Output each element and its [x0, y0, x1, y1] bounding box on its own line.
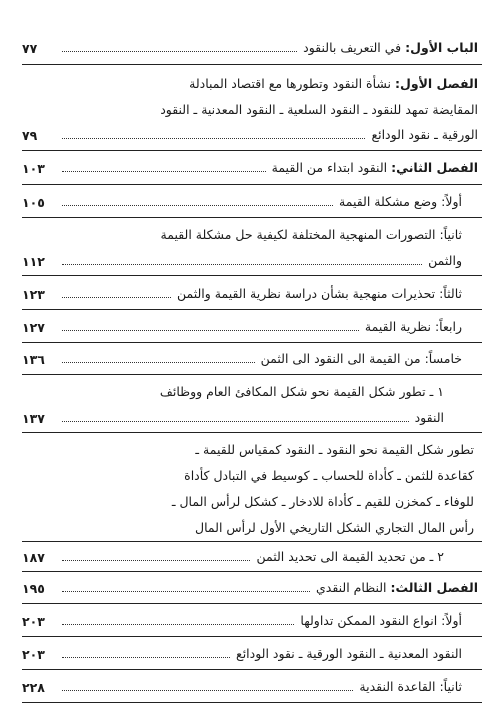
- toc-description-line: رأس المال التجاري الشكل التاريخي الأول لرأس المال: [195, 520, 474, 535]
- divider: [22, 603, 482, 604]
- toc-entry-subtitle: المقايضة تمهد للنقود ـ النقود السلعية ـ النقود المعدنية ـ النقود: [160, 102, 478, 117]
- divider: [22, 432, 482, 433]
- toc-entry-title: النقود المعدنية ـ النقود الورقية ـ نقود الودائع: [236, 646, 462, 661]
- divider: [22, 309, 482, 310]
- divider: [22, 64, 482, 65]
- toc-entry-section-3[interactable]: [22, 579, 478, 596]
- dot-leader: [62, 591, 310, 592]
- dot-leader: [62, 362, 255, 363]
- toc-entry-title: النقود ابتداء من القيمة: [271, 160, 392, 175]
- toc-description-line: كقاعدة للثمن ـ كأداة للحساب ـ كوسيط في التبادل كأداة: [184, 468, 474, 483]
- toc-entry[interactable]: [22, 548, 444, 565]
- divider: [22, 150, 482, 151]
- page-number: ١١٢: [22, 254, 45, 269]
- divider: [22, 217, 482, 218]
- page-number: ١٣٦: [22, 352, 45, 367]
- divider: [22, 702, 482, 703]
- divider: [22, 275, 482, 276]
- dot-leader: [62, 297, 171, 298]
- toc-entry[interactable]: [22, 285, 462, 302]
- toc-entry-section-2[interactable]: [22, 159, 478, 176]
- toc-entry-lead: الفصل الثالث:: [390, 580, 478, 595]
- toc-entry-title: أولاً: وضع مشكلة القيمة: [339, 194, 462, 209]
- toc-entry-continuation[interactable]: [22, 409, 444, 426]
- divider: [22, 636, 482, 637]
- toc-description-line: تطور شكل القيمة نحو النقود ـ النقود كمقياس للقيمة ـ: [195, 442, 474, 457]
- toc-entry-title: خامساً: من القيمة الى النقود الى الثمن: [260, 351, 462, 366]
- toc-entry[interactable]: [22, 678, 462, 695]
- page-number: ١٣٧: [22, 411, 45, 426]
- toc-entry-title: ٢ ـ من تحديد القيمة الى تحديد الثمن: [256, 549, 444, 564]
- toc-entry-title: النقود: [414, 410, 444, 425]
- toc-entry-title: ثالثاً: تحذيرات منهجية بشأن دراسة نظرية القيمة والثمن: [176, 286, 462, 301]
- toc-entry-continuation[interactable]: [22, 252, 462, 269]
- divider: [22, 374, 482, 375]
- divider: [22, 184, 482, 185]
- dot-leader: [62, 560, 250, 561]
- toc-entry-continuation[interactable]: [22, 126, 478, 143]
- toc-entry-section-1[interactable]: [22, 75, 478, 92]
- toc-entry-title: ثانياً: القاعدة النقدية: [359, 679, 462, 694]
- page-number: ١٠٣: [22, 161, 45, 176]
- dot-leader: [62, 330, 359, 331]
- dot-leader: [62, 171, 266, 172]
- toc-description-line: للوفاء ـ كمخزن للقيم ـ كأداة للادخار ـ كشكل لرأس المال ـ: [171, 494, 474, 509]
- divider: [22, 669, 482, 670]
- page-number: ٢٢٨: [22, 680, 45, 695]
- toc-entry-title: في التعريف بالنقود: [303, 40, 406, 55]
- page-number: ١٩٥: [22, 581, 45, 596]
- page-number: ١٢٣: [22, 287, 45, 302]
- toc-entry-title: نشأة النقود وتطورها مع اقتصاد المبادلة: [189, 76, 395, 91]
- toc-entry-title: والثمن: [428, 253, 462, 268]
- toc-entry[interactable]: [22, 645, 462, 662]
- toc-entry-title: النظام النقدي: [315, 580, 391, 595]
- toc-entry[interactable]: [22, 612, 462, 629]
- dot-leader: [62, 624, 294, 625]
- dot-leader: [62, 657, 230, 658]
- page-number: ٧٧: [22, 41, 38, 56]
- page-number: ٢٠٣: [22, 647, 45, 662]
- page-number: ١٠٥: [22, 195, 45, 210]
- toc-entry-lead: الفصل الثاني:: [391, 160, 478, 175]
- toc-entry[interactable]: ثانياً: التصورات المنهجية المختلفة لكيفية حل مشكلة القيمة: [160, 227, 462, 242]
- toc-entry[interactable]: ١ ـ تطور شكل القيمة نحو شكل المكافئ العام ووظائف: [159, 384, 444, 399]
- toc-entry[interactable]: [22, 318, 462, 335]
- dot-leader: [62, 264, 422, 265]
- page-number: ٢٠٣: [22, 614, 45, 629]
- toc-entry[interactable]: [22, 193, 462, 210]
- divider: [22, 342, 482, 343]
- toc-entry-title: رابعاً: نظرية القيمة: [364, 319, 462, 334]
- toc-entry[interactable]: [22, 350, 462, 367]
- dot-leader: [62, 421, 409, 422]
- dot-leader: [62, 51, 297, 52]
- page-number: ١٨٧: [22, 550, 45, 565]
- toc-entry-chapter-1[interactable]: [22, 39, 478, 56]
- divider: [22, 571, 482, 572]
- page-number: ١٢٧: [22, 320, 45, 335]
- toc-entry-title: الورقية ـ نقود الودائع: [371, 127, 478, 142]
- dot-leader: [62, 138, 365, 139]
- dot-leader: [62, 690, 353, 691]
- divider: [22, 541, 482, 542]
- dot-leader: [62, 205, 333, 206]
- page-number: ٧٩: [22, 128, 38, 143]
- toc-entry-lead: الباب الأول:: [405, 40, 478, 55]
- toc-entry-title: أولاً: انواع النقود الممكن تداولها: [300, 613, 462, 628]
- toc-entry-lead: الفصل الأول:: [394, 76, 478, 91]
